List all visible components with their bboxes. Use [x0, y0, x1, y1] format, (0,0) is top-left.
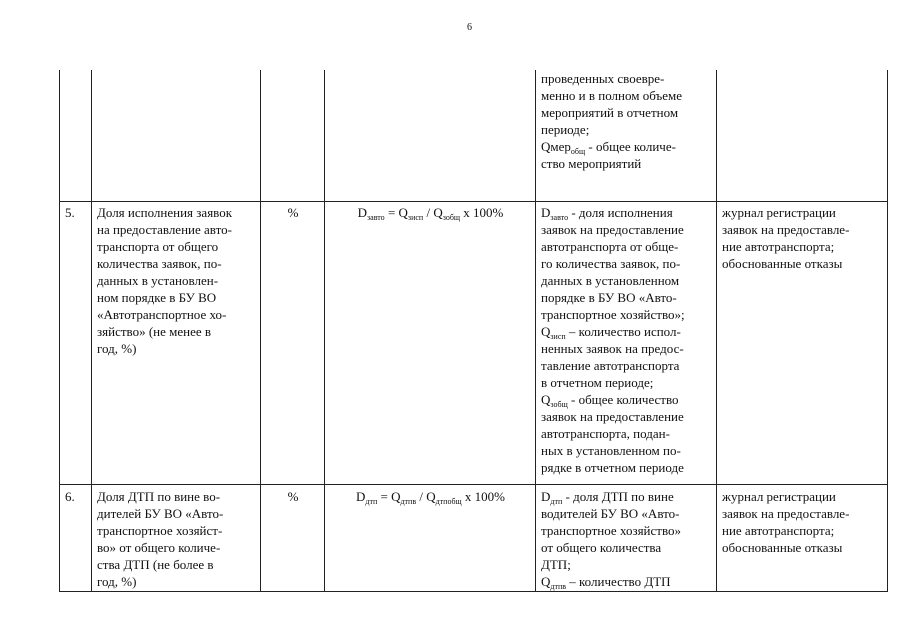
definition-subscript: зобщ [550, 400, 568, 409]
definition-entry [541, 488, 712, 573]
table-row [60, 485, 888, 592]
formula-text: = Q [384, 205, 408, 220]
data-source-cell: журнал регистрации заявок на предоставле- ние автотранспорта; обоснованные отказы [717, 202, 888, 485]
formula-text: / Q [423, 205, 443, 220]
definition-entry [541, 573, 712, 590]
definition-entry [541, 391, 712, 476]
definition-symbol: Q [541, 392, 551, 407]
definition-text: - общее количе- ство мероприятий [541, 139, 676, 171]
definition-text: - доля исполнения заявок на предоставление автотранспорта от обще- го количества заявок, по- данных в установленном порядке в БУ ВО «Авто- транспортное хозяйство»; [541, 205, 685, 322]
definition-cell [536, 202, 717, 485]
definition-subscript: общ [570, 147, 586, 156]
row-number-cell: 5. [60, 202, 92, 485]
row-number-cell [60, 70, 92, 202]
definition-subscript: дтп [550, 497, 563, 506]
formula-text: x 100% [460, 205, 504, 220]
definition-subscript: завто [550, 213, 569, 222]
formula-subscript: завто [367, 213, 385, 222]
data-source-cell [717, 70, 888, 202]
table-row [60, 202, 888, 485]
definition-symbol: D [541, 489, 551, 504]
definition-text: - доля ДТП по вине водителей БУ ВО «Авто- транспортное хозяйство» от общего количества ДТП; [541, 489, 682, 572]
definition-symbol: Q [541, 324, 551, 339]
row-number-cell: 6. [60, 485, 92, 592]
formula-subscript: зисп [407, 213, 424, 222]
definition-entry [541, 204, 712, 323]
formula-subscript: дтпобщ [435, 497, 462, 506]
definition-text: – количество испол- ненных заявок на предос- тавление автотранспорта в отчетном периоде; [541, 324, 684, 390]
formula-cell [325, 70, 536, 202]
unit-cell: % [261, 485, 325, 592]
formula-cell [325, 485, 536, 592]
definition-subscript: дтпв [550, 582, 567, 591]
definition-cell [536, 485, 717, 592]
definition-symbol: D [541, 205, 551, 220]
definition-entry [541, 70, 712, 138]
definition-entry [541, 323, 712, 391]
formula-text: = Q [377, 489, 401, 504]
table-row [60, 70, 888, 202]
formula-text: D [355, 489, 366, 504]
indicator-name-cell [92, 70, 261, 202]
unit-cell: % [261, 202, 325, 485]
data-source-cell: журнал регистрации заявок на предоставле- ние автотранспорта; обоснованные отказы [717, 485, 888, 592]
formula-cell [325, 202, 536, 485]
definition-entry [541, 138, 712, 172]
formula-text: / Q [416, 489, 436, 504]
definition-text: – количество ДТП [566, 574, 671, 589]
formula-subscript: дтпв [400, 497, 417, 506]
definition-subscript: зисп [550, 332, 566, 341]
definition-symbol: Qмер [541, 139, 571, 154]
page-number: 6 [467, 22, 472, 33]
definition-text: - общее количество заявок на предоставление автотранспорта, подан- ных в установленном по- рядке в отчетном периоде [541, 392, 684, 475]
definition-symbol: Q [541, 574, 551, 589]
indicator-name-cell: Доля ДТП по вине во- дителей БУ ВО «Авто- транспортное хозяйст- во» от общего количе- ства ДТП (не более в год, %) [92, 485, 261, 592]
definition-cell [536, 70, 717, 202]
indicator-table [59, 70, 888, 592]
formula-subscript: дтп [365, 497, 378, 506]
indicator-name-cell: Доля исполнения заявок на предоставление авто- транспорта от общего количества заявок, по- данных в установлен- ном порядке в БУ ВО «Автотранспортное хо- зяйство» (не менее в год, %) [92, 202, 261, 485]
definition-text: проведенных своевре- менно и в полном объеме мероприятий в отчетном периоде; [541, 71, 682, 137]
formula-text: D [357, 205, 367, 220]
unit-cell [261, 70, 325, 202]
formula-subscript: зобщ [442, 213, 461, 222]
formula-text: x 100% [461, 489, 506, 504]
